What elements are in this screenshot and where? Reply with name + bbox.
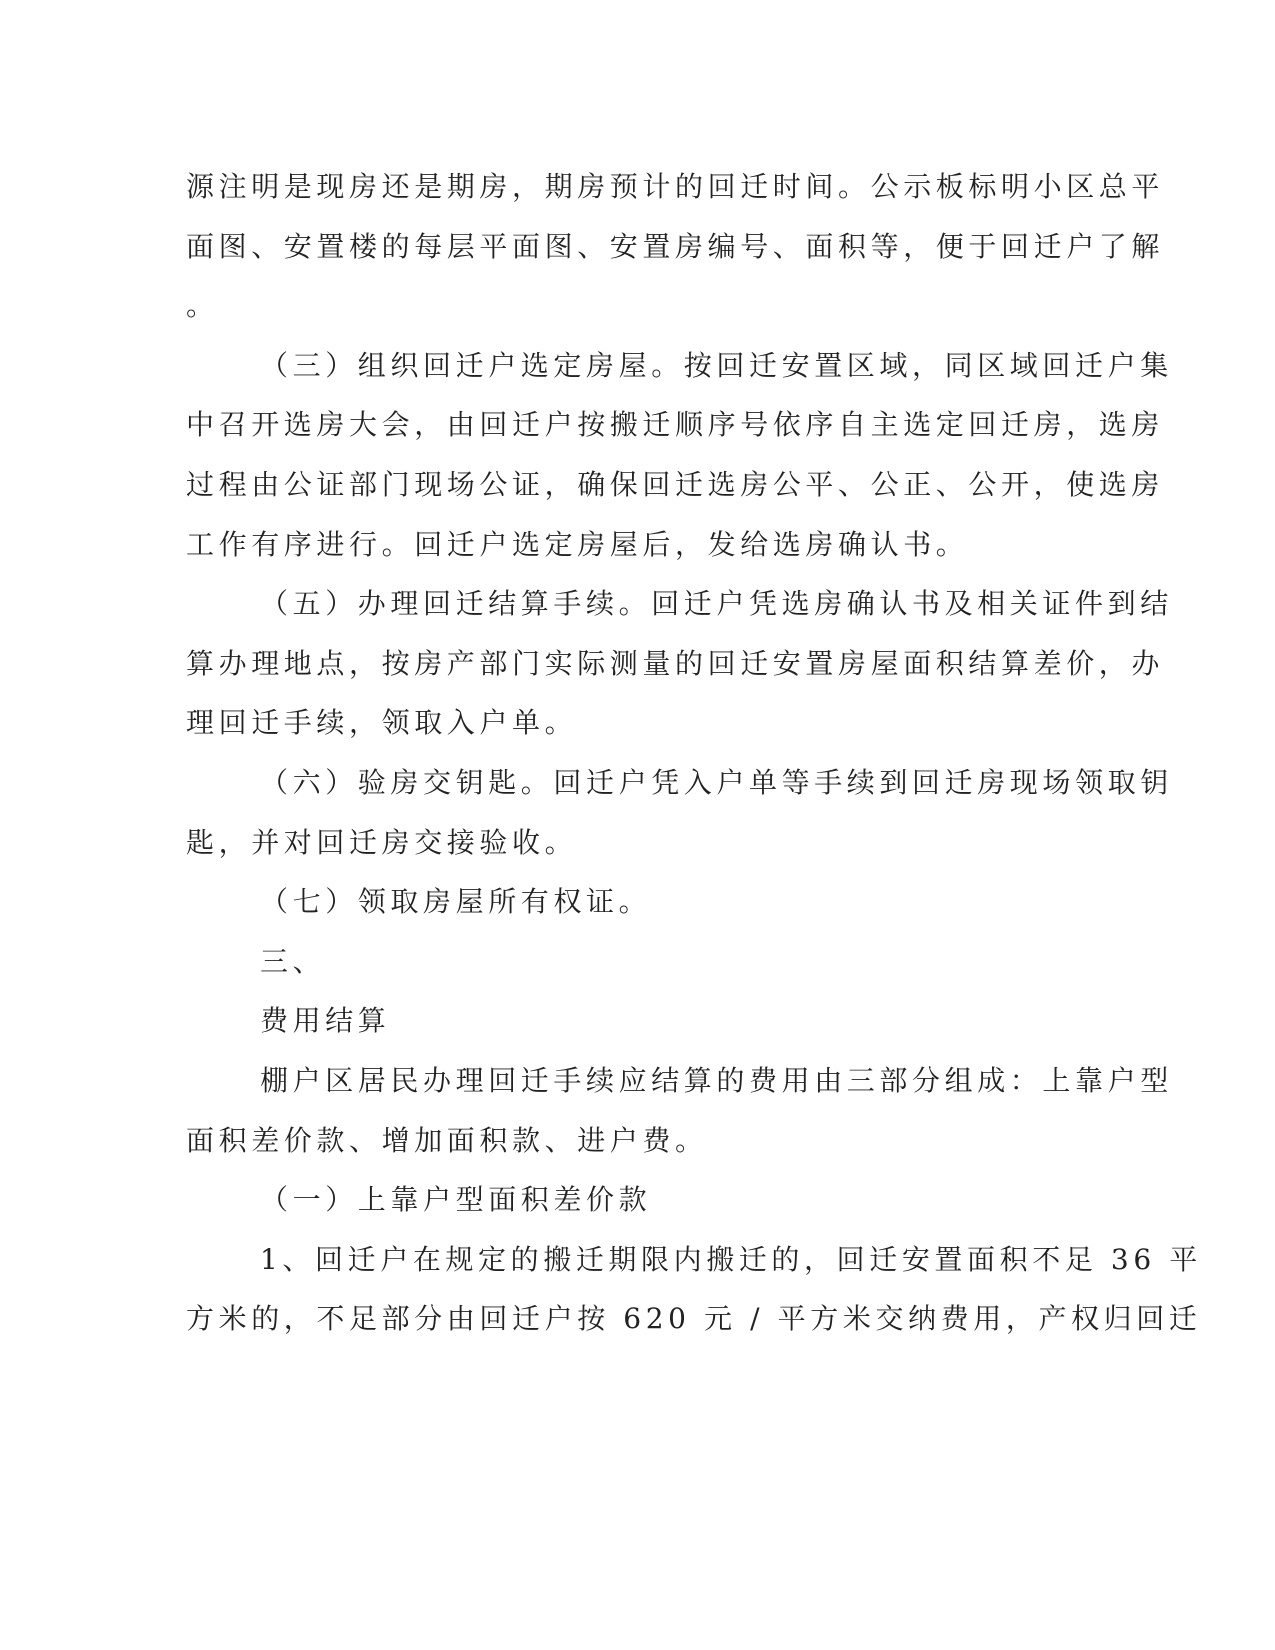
- text-line: （五）办理回迁结算手续。回迁户凭选房确认书及相关证件到结: [260, 587, 1173, 621]
- text-line: （一）上靠户型面积差价款: [260, 1183, 652, 1217]
- text-line: 棚户区居民办理回迁手续应结算的费用由三部分组成：上靠户型: [260, 1063, 1173, 1097]
- text-line: 面积差价款、增加面积款、进户费。: [186, 1123, 708, 1157]
- text-line: 工作有序进行。回迁户选定房屋后，发给选房确认书。: [186, 527, 969, 561]
- text-line: 费用结算: [260, 1004, 391, 1038]
- text-line: 。: [186, 289, 219, 323]
- text-line: （七）领取房屋所有权证。: [260, 885, 652, 919]
- text-line: 源注明是现房还是期房，期房预计的回迁时间。公示板标明小区总平: [186, 170, 1165, 203]
- text-line: 理回迁手续，领取入户单。: [186, 706, 578, 740]
- text-line: 方米的，不足部分由回迁户按 620 元 / 平方米交纳费用，产权归回迁: [186, 1302, 1202, 1336]
- text-line: （三）组织回迁户选定房屋。按回迁安置区域，同区域回迁户集: [260, 348, 1173, 382]
- text-line: 中召开选房大会，由回迁户按搬迁顺序号依序自主选定回迁房，选房: [186, 408, 1165, 442]
- text-line: （六）验房交钥匙。回迁户凭入户单等手续到回迁房现场领取钥: [260, 765, 1173, 799]
- document-body: [186, 157, 1202, 1349]
- text-line: 面图、安置楼的每层平面图、安置房编号、面积等，便于回迁户了解: [186, 229, 1165, 263]
- text-line: 算办理地点，按房产部门实际测量的回迁安置房屋面积结算差价，办: [186, 646, 1165, 680]
- text-line: 三、: [260, 944, 326, 978]
- text-line: 过程由公证部门现场公证，确保回迁选房公平、公正、公开，使选房: [186, 467, 1165, 501]
- text-line: 匙，并对回迁房交接验收。: [186, 825, 578, 859]
- text-line: 1、回迁户在规定的搬迁期限内搬迁的，回迁安置面积不足 36 平: [260, 1242, 1202, 1276]
